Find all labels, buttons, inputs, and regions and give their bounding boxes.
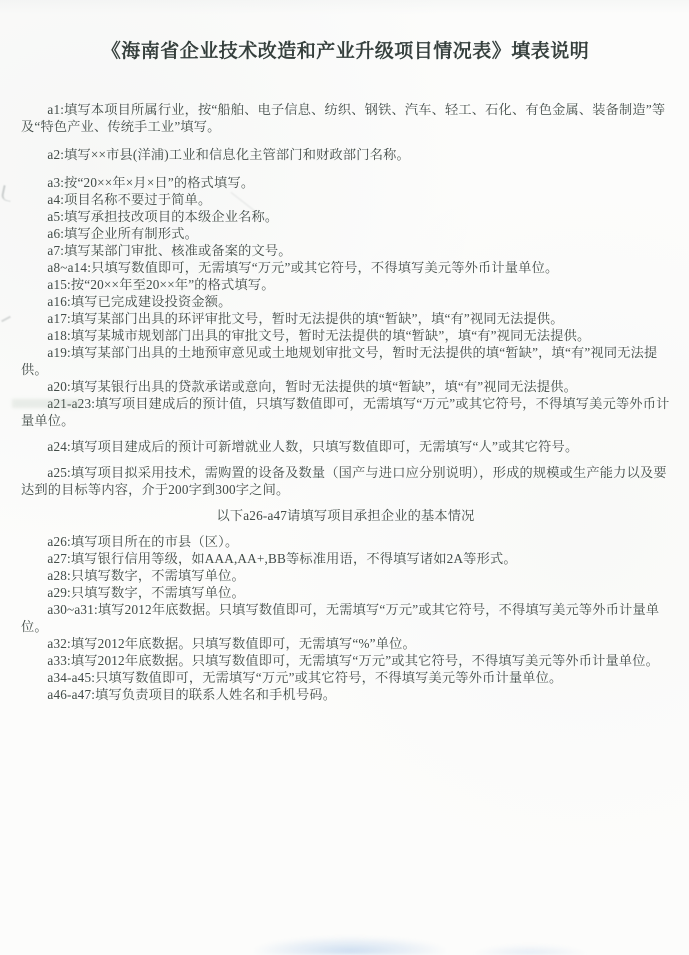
page-title: 《海南省企业技术改造和产业升级项目情况表》填表说明: [101, 41, 590, 62]
scan-artifact-smudge: [470, 944, 590, 955]
instruction-a28: a28:只填写数字，不需填写单位。: [47, 568, 245, 583]
scan-artifact-edge-mark: [1, 185, 14, 202]
instruction-a30-a31: a30~a31:填写2012年底数据。只填写数值即可，无需填写“万元”或其它符号，不得填写美元等外币计量单位。: [21, 602, 660, 634]
instruction-a20: a20:填写某银行出具的贷款承诺或意向，暂时无法提供的填“暂缺”，填“有”视同无法提供。: [47, 379, 578, 394]
instruction-a7: a7:填写某部门审批、核准或备案的文号。: [47, 243, 292, 258]
instruction-a3: a3:按“20××年×月×日”的格式填写。: [47, 175, 255, 190]
instruction-a46-a47: a46-a47:填写负责项目的联系人姓名和手机号码。: [47, 687, 337, 702]
instruction-a34-a45: a34-a45:只填写数值即可，无需填写“万元”或其它符号，不得填写美元等外币计量单位。: [47, 670, 563, 685]
instruction-a5: a5:填写承担技改项目的本级企业名称。: [47, 209, 279, 224]
instruction-a33: a33:填写2012年底数据。只填写数值即可，无需填写“万元”或其它符号，不得填写美元等外币计量单位。: [47, 653, 660, 668]
instruction-a16: a16:填写已完成建设投资金额。: [47, 294, 232, 309]
instruction-a4: a4:项目名称不要过于简单。: [47, 192, 212, 207]
instruction-a27: a27:填写银行信用等级，如AAA,AA+,BB等标准用语，不得填写诸如2A等形式。: [47, 551, 517, 566]
instruction-a24: a24:填写项目建成后的预计可新增就业人数，只填写数值即可，无需填写“人”或其它符号。: [47, 439, 579, 454]
document-content: [21, 36, 670, 703]
instruction-a29: a29:只填写数字，不需填写单位。: [47, 585, 245, 600]
instruction-a32: a32:填写2012年底数据。只填写数值即可，无需填写“%”单位。: [47, 636, 416, 651]
instruction-a6: a6:填写企业所有制形式。: [47, 226, 198, 241]
instruction-a25: a25:填写项目拟采用技术，需购置的设备及数量（国产与进口应分别说明），形成的规模或生产能力以及要达到的目标等内容，介于200字到300字之间。: [21, 465, 667, 497]
scan-artifact-smudge: [250, 936, 450, 955]
instruction-a8-a14: a8~a14:只填写数值即可，无需填写“万元”或其它符号，不得填写美元等外币计量单位。: [47, 260, 559, 275]
section-note: 以下a26-a47请填写项目承担企业的基本情况: [216, 508, 475, 523]
instruction-a1: a1:填写本项目所属行业，按“船舶、电子信息、纺织、钢铁、汽车、轻工、石化、有色金属、装备制造”等及“特色产业、传统手工业”填写。: [21, 102, 666, 134]
scan-artifact-edge-mark: [1, 316, 11, 322]
instruction-a26: a26:填写项目所在的市县（区）。: [47, 534, 239, 549]
instruction-a21-a23: a21-a23:填写项目建成后的预计值，只填写数值即可，无需填写“万元”或其它符号，不得填写美元等外币计量单位。: [21, 396, 670, 428]
instruction-a2: a2:填写××市县(洋浦)工业和信息化主管部门和财政部门名称。: [47, 147, 410, 162]
instruction-a15: a15:按“20××年至20××年”的格式填写。: [47, 277, 275, 292]
instruction-a19: a19:填写某部门出具的土地预审意见或土地规划审批文号，暂时无法提供的填“暂缺”，填“有”视同无法提供。: [21, 345, 658, 377]
instruction-a18: a18:填写某城市规划部门出具的审批文号，暂时无法提供的填“暂缺”，填“有”视同无法提供。: [47, 328, 591, 343]
instruction-a17: a17:填写某部门出具的环评审批文号，暂时无法提供的填“暂缺”，填“有”视同无法提供。: [47, 311, 564, 326]
